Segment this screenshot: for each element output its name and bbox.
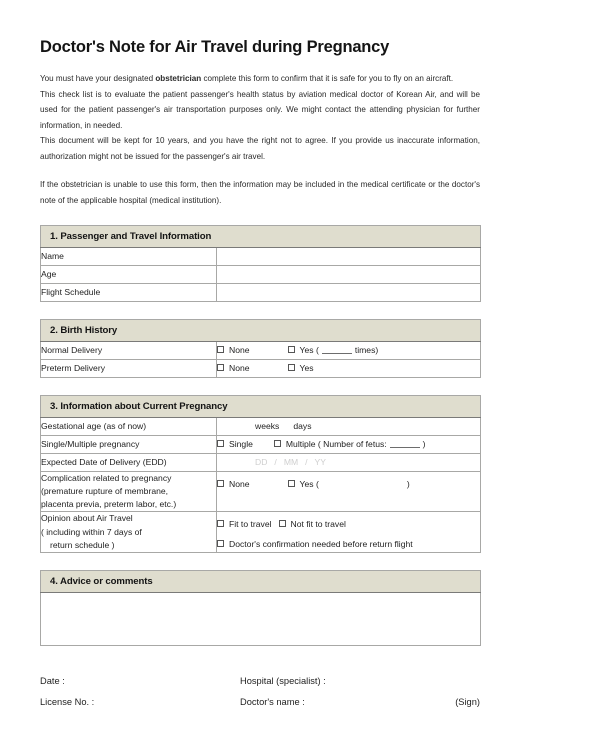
section-1-field-flight-schedule[interactable] — [217, 284, 481, 302]
section-2-label-normal-delivery: Normal Delivery — [41, 342, 217, 360]
section-3-label-edd: Expected Date of Delivery (EDD) — [41, 454, 217, 472]
option-label: Multiple ( Number of fetus: — [285, 439, 387, 450]
normal-delivery-times-input[interactable] — [322, 345, 352, 354]
option-not-fit-to-travel[interactable] — [279, 517, 346, 532]
option-label-suffix: ) — [406, 479, 410, 490]
hospital-label: Hospital (specialist) : — [240, 675, 326, 686]
table-row — [41, 472, 481, 512]
option-label: Yes ( — [299, 479, 319, 490]
option-label-suffix: times) — [354, 345, 379, 356]
intro-paragraph-3: This document will be kept for 10 years, and you have the right not to agree. If you provide us inaccurate information, authorization might not be issued for the passenger's air travel. — [40, 136, 480, 161]
edd-placeholder-dd: DD — [255, 457, 268, 468]
section-1-field-name[interactable] — [217, 248, 481, 266]
option-complication-none[interactable] — [217, 477, 250, 492]
section-3-label-opinion — [41, 512, 217, 552]
section-1-table — [40, 225, 481, 302]
table-row — [41, 266, 481, 284]
opinion-label-line-3: return schedule ) — [50, 539, 115, 550]
section-1-header-row — [41, 226, 481, 248]
section-1-label-flight-schedule: Flight Schedule — [41, 284, 217, 302]
section-2-options-normal-delivery — [217, 342, 481, 360]
section-2-options-preterm-delivery — [217, 360, 481, 378]
section-3-heading: 3. Information about Current Pregnancy — [41, 396, 481, 418]
option-preterm-delivery-yes[interactable] — [288, 361, 314, 376]
table-row — [41, 436, 481, 454]
intro-paragraph-4: If the obstetrician is unable to use this form, then the information may be included in the medical certificate or the doctor's note of the applicable hospital (medical institution). — [40, 180, 480, 205]
section-3-header-row — [41, 396, 481, 418]
table-row — [41, 248, 481, 266]
section-1-label-age: Age — [41, 266, 217, 284]
edd-placeholder-yy: YY — [314, 457, 326, 468]
option-label: Fit to travel — [229, 519, 272, 530]
section-2-table — [40, 319, 481, 378]
footer-row-license — [40, 697, 480, 707]
checkbox-icon[interactable] — [217, 440, 224, 447]
checkbox-icon[interactable] — [279, 520, 286, 527]
table-row — [41, 454, 481, 472]
intro-paragraph-2: This check list is to evaluate the patient passenger's health status by aviation medical doctor of Korean Air, and will be used for the patient passenger's air transportation purposes only. We might contact the attending physician for further information, in needed. — [40, 89, 480, 130]
section-2-heading: 2. Birth History — [41, 320, 481, 342]
complication-label-line-1: Complication related to pregnancy — [41, 473, 172, 484]
intro-p1-bold: obstetrician — [155, 74, 202, 83]
date-label: Date : — [40, 675, 65, 686]
intro-p1-before: You must have your designated — [40, 74, 156, 83]
table-row — [41, 342, 481, 360]
section-3-options-pregnancy-type — [217, 436, 481, 454]
checkbox-icon[interactable] — [274, 440, 281, 447]
section-3-options-opinion — [217, 512, 481, 552]
opinion-label-line-1: Opinion about Air Travel — [41, 513, 133, 524]
section-2-label-preterm-delivery: Preterm Delivery — [41, 360, 217, 378]
checkbox-icon[interactable] — [288, 364, 295, 371]
table-row — [41, 360, 481, 378]
intro-text-block — [40, 71, 480, 208]
complication-label-line-2: (premature rupture of membrane, — [41, 486, 169, 497]
doctor-name-label: Doctor's name : — [240, 696, 305, 707]
section-3-table — [40, 395, 481, 552]
section-4-heading: 4. Advice or comments — [41, 570, 481, 592]
opinion-label-line-2: ( including within 7 days of — [41, 526, 142, 537]
option-label: None — [229, 363, 250, 374]
page-title: Doctor's Note for Air Travel during Pregnancy — [40, 38, 390, 56]
option-preterm-delivery-none[interactable] — [217, 361, 250, 376]
option-label: Doctor's confirmation needed before return flight — [229, 539, 413, 550]
complication-label-line-3: placenta previa, preterm labor, etc.) — [41, 499, 177, 510]
number-of-fetus-input[interactable] — [390, 439, 420, 448]
option-multiple-pregnancy[interactable] — [274, 437, 426, 452]
section-3-label-gestational-age: Gestational age (as of now) — [41, 418, 217, 436]
checkbox-icon[interactable] — [217, 364, 224, 371]
option-single-pregnancy[interactable] — [217, 437, 253, 452]
section-2-header-row — [41, 320, 481, 342]
signature-footer — [40, 676, 480, 707]
section-4-header-row — [41, 570, 481, 592]
table-row — [41, 284, 481, 302]
checkbox-icon[interactable] — [217, 346, 224, 353]
gestational-weeks-label: weeks — [255, 421, 280, 432]
section-1-field-age[interactable] — [217, 266, 481, 284]
checkbox-icon[interactable] — [217, 480, 224, 487]
section-3-field-gestational-age[interactable] — [217, 418, 481, 436]
option-label: Yes ( — [299, 345, 319, 356]
advice-comments-textarea[interactable] — [41, 592, 481, 645]
option-complication-yes[interactable] — [288, 477, 410, 492]
edd-separator-1: / — [274, 457, 277, 468]
section-1-heading: 1. Passenger and Travel Information — [41, 226, 481, 248]
option-label: Yes — [299, 363, 314, 374]
option-label: None — [229, 479, 250, 490]
option-label: Not fit to travel — [290, 519, 346, 530]
option-normal-delivery-yes[interactable] — [288, 343, 379, 358]
section-1-label-name: Name — [41, 248, 217, 266]
table-row — [41, 418, 481, 436]
table-row — [41, 592, 481, 645]
footer-hospital-group — [240, 676, 420, 686]
intro-paragraph-1 — [40, 71, 480, 87]
sign-label: (Sign) — [455, 696, 480, 707]
footer-doctor-name-group — [240, 697, 420, 707]
license-label: License No. : — [40, 696, 95, 707]
section-3-label-complication — [41, 472, 217, 512]
section-4-table — [40, 570, 481, 646]
option-normal-delivery-none[interactable] — [217, 343, 250, 358]
option-label: Single — [229, 439, 253, 450]
edd-placeholder-mm: MM — [283, 457, 299, 468]
checkbox-icon[interactable] — [217, 520, 224, 527]
footer-license-group — [40, 697, 240, 707]
section-3-options-complication — [217, 472, 481, 512]
option-label-suffix: ) — [422, 439, 426, 450]
option-doctor-confirmation-needed[interactable] — [217, 537, 413, 552]
edd-separator-2: / — [305, 457, 308, 468]
section-3-field-edd[interactable] — [217, 454, 481, 472]
opinion-row-2 — [217, 537, 480, 552]
option-label: None — [229, 345, 250, 356]
intro-p1-after: complete this form to confirm that it is safe for you to fly on an aircraft. — [201, 74, 454, 83]
footer-row-date — [40, 676, 480, 686]
footer-date-group — [40, 676, 240, 686]
section-3-label-pregnancy-type: Single/Multiple pregnancy — [41, 436, 217, 454]
checkbox-icon[interactable] — [288, 480, 295, 487]
table-row — [41, 512, 481, 552]
option-fit-to-travel[interactable] — [217, 517, 272, 532]
checkbox-icon[interactable] — [217, 540, 224, 547]
opinion-row-1 — [217, 517, 480, 532]
checkbox-icon[interactable] — [288, 346, 295, 353]
gestational-days-label: days — [293, 421, 312, 432]
